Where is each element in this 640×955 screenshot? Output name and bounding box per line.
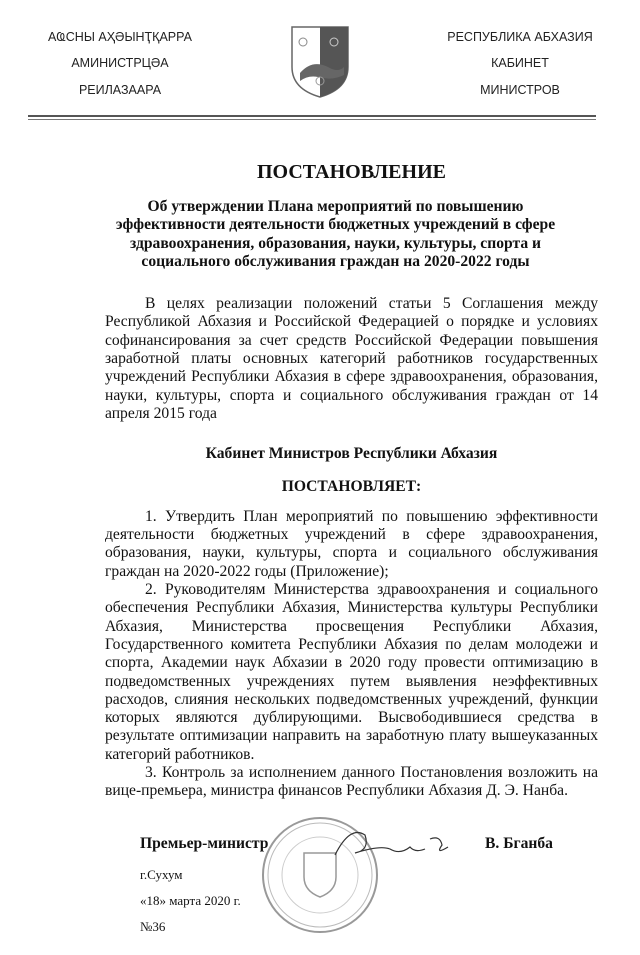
document-place: г.Сухум bbox=[140, 866, 183, 882]
document-body bbox=[105, 0, 598, 955]
resolution-item-3: 3. Контроль за исполнением данного Постановления возложить на вице-премьера, министра финансов Республики Абхазия Д. Э. Нанба. bbox=[105, 764, 598, 800]
header-left-line-2: АМИНИСТРЦӘА bbox=[71, 56, 169, 70]
header-left-line-3: РЕИЛАЗААРА bbox=[78, 83, 162, 97]
resolution-item-2: 2. Руководителям Министерства здравоохранения и социального обеспечения Республики Абхазия, Министерства культуры Республики Абхазия, Министерства просвещения Республики Абхазия, Государственного комитета Республики Абхазия по делам молодежи и спорта, Академии наук Абхазии в 2020 году провести оптимизацию в подведомственных учреждениях путем выявления неэффективных расходов, слияния нескольких подведомственных учреждений, функции которых являются дублирующими. Высвободившиеся средства в результате оптимизации направить на заработную плату вышеуказанных категорий работников. bbox=[105, 581, 598, 763]
document-date: «18» марта 2020 г. bbox=[140, 892, 241, 908]
resolves-heading: ПОСТАНОВЛЯЕТ: bbox=[281, 477, 422, 495]
header-right-line-3: МИНИСТРОВ bbox=[480, 83, 560, 97]
document-number: №36 bbox=[140, 918, 166, 934]
issuer-heading: Кабинет Министров Республики Абхазия bbox=[205, 445, 498, 463]
resolution-item-1: 1. Утвердить План мероприятий по повышению эффективности деятельности бюджетных учреждений в сфере здравоохранения, образования, науки, культуры, спорта и социального обслуживания граждан на 2020-2022 годы (Приложение); bbox=[105, 507, 598, 580]
signature-row bbox=[105, 835, 598, 857]
preamble-paragraph: В целях реализации положений статьи 5 Соглашения между Республикой Абхазия и Российской Федерацией о порядке и условиях софинансирования за счет средств Российской Федерации повышения заработной платы основных категорий работников государственных учреждений Республики Абхазия в сфере здравоохранения, образования, науки, культуры, спорта и социального обслуживания граждан от 14 апреля 2015 года bbox=[105, 295, 598, 422]
signature-handwritten bbox=[330, 825, 460, 865]
document-subject: Об утверждении Плана мероприятий по повышению эффективности деятельности бюджетных учреждений в сфере здравоохранения, образования, науки, культуры, спорта и социального обслуживания граждан на 2020-2022 годы bbox=[115, 198, 556, 270]
header-right-line-1: РЕСПУБЛИКА АБХАЗИЯ bbox=[447, 30, 593, 44]
document-title: ПОСТАНОВЛЕНИЕ bbox=[257, 161, 446, 183]
signatory-name: В. Бганба bbox=[485, 834, 553, 852]
header-left-line-1: АҨСНЫ АҲӘЫНҬҚАРРА bbox=[48, 30, 192, 44]
header-right-line-2: КАБИНЕТ bbox=[491, 56, 549, 70]
signatory-position: Премьер-министр bbox=[140, 834, 269, 852]
